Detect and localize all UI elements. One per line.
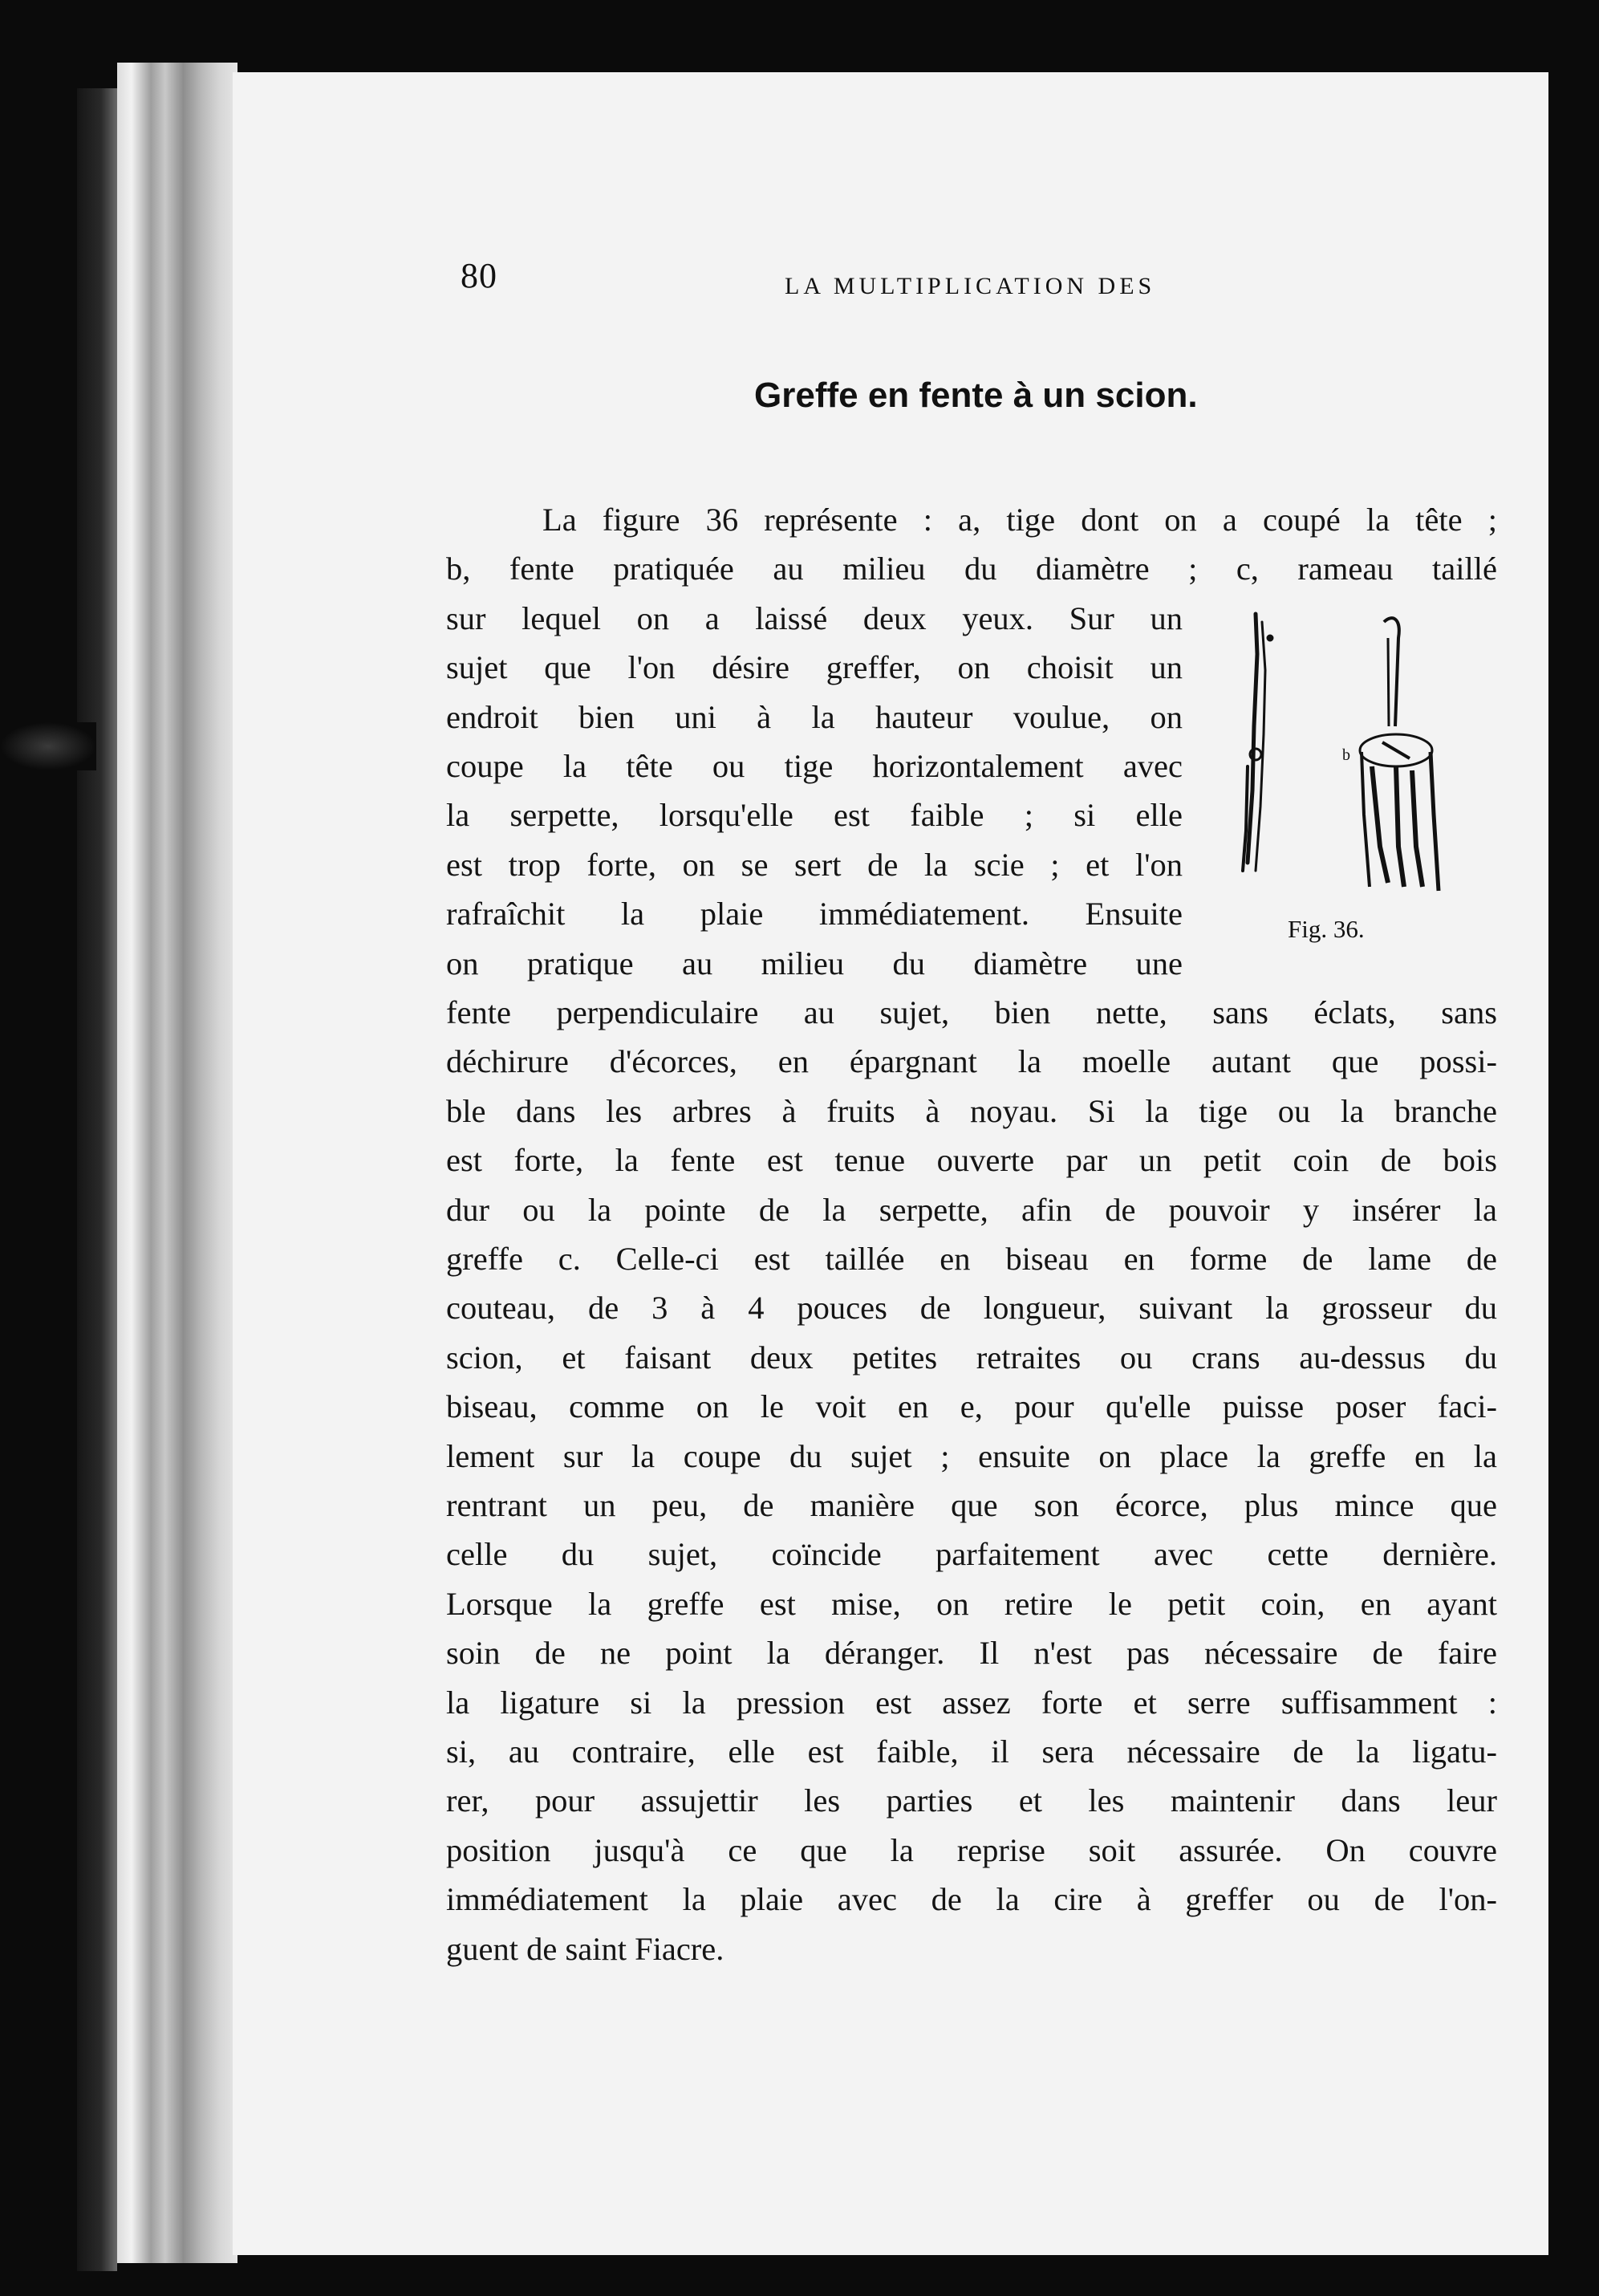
text-line: endroit bien uni à la hauteur voulue, on: [446, 698, 1183, 735]
text-line: sujet que l'on désire greffer, on choisit un: [446, 649, 1183, 686]
text-line: scion, et faisant deux petites retraites ou crans au-dessus du: [446, 1339, 1497, 1376]
text-line: déchirure d'écorces, en épargnant la moelle autant que possi-: [446, 1043, 1497, 1080]
text-line: guent de saint Fiacre.: [446, 1930, 724, 1967]
section-title: Greffe en fente à un scion.: [754, 376, 1198, 415]
text-line: immédiatement la plaie avec de la cire à greffer ou de l'on-: [446, 1881, 1497, 1918]
figure-label-b: b: [1342, 746, 1350, 764]
text-line: si, au contraire, elle est faible, il sera nécessaire de la ligatu-: [446, 1733, 1497, 1770]
text-line: sur lequel on a laissé deux yeux. Sur un: [446, 599, 1183, 636]
text-line: position jusqu'à ce que la reprise soit assurée. On couvre: [446, 1831, 1497, 1868]
text-line: la ligature si la pression est assez forte et serre suffisamment :: [446, 1684, 1497, 1721]
text-line: La figure 36 représente : a, tige dont on a coupé la tête ;: [542, 502, 1497, 538]
graft-illustration: [1224, 606, 1464, 919]
text-line: celle du sujet, coïncide parfaitement avec cette dernière.: [446, 1536, 1497, 1573]
stock-drawing: [1360, 618, 1439, 891]
text-line: coupe la tête ou tige horizontalement avec: [446, 748, 1183, 784]
text-line: lement sur la coupe du sujet ; ensuite on place la greffe en la: [446, 1437, 1497, 1474]
book-spine: [117, 63, 237, 2263]
text-line: biseau, comme on le voit en e, pour qu'elle puisse poser faci-: [446, 1388, 1497, 1425]
text-line: greffe c. Celle-ci est taillée en biseau en forme de lame de: [446, 1241, 1497, 1277]
text-line: Lorsque la greffe est mise, on retire le petit coin, en ayant: [446, 1585, 1497, 1622]
scion-drawing: [1243, 614, 1273, 871]
text-line: b, fente pratiquée au milieu du diamètre ; c, rameau taillé: [446, 551, 1497, 587]
text-line: soin de ne point la déranger. Il n'est pas nécessaire de faire: [446, 1635, 1497, 1672]
figure-caption: Fig. 36.: [1288, 915, 1365, 943]
text-line: rer, pour assujettir les parties et les maintenir dans leur: [446, 1782, 1497, 1819]
text-line: est forte, la fente est tenue ouverte par un petit coin de bois: [446, 1142, 1497, 1179]
text-line: ble dans les arbres à fruits à noyau. Si la tige ou la branche: [446, 1092, 1497, 1129]
scan-artifact: [0, 722, 96, 770]
book-edge: [77, 88, 117, 2271]
text-line: couteau, de 3 à 4 pouces de longueur, suivant la grosseur du: [446, 1290, 1497, 1327]
text-line: la serpette, lorsqu'elle est faible ; si elle: [446, 797, 1183, 834]
text-line: rafraîchit la plaie immédiatement. Ensuite: [446, 896, 1183, 933]
page-number: 80: [461, 256, 497, 295]
text-line: est trop forte, on se sert de la scie ; et l'on: [446, 846, 1183, 883]
text-line: rentrant un peu, de manière que son écorce, plus mince que: [446, 1487, 1497, 1523]
text-line: dur ou la pointe de la serpette, afin de pouvoir y insérer la: [446, 1191, 1497, 1228]
running-head: LA MULTIPLICATION DES: [785, 273, 1156, 299]
text-line: on pratique au milieu du diamètre une: [446, 945, 1183, 981]
text-line: fente perpendiculaire au sujet, bien nette, sans éclats, sans: [446, 994, 1497, 1030]
